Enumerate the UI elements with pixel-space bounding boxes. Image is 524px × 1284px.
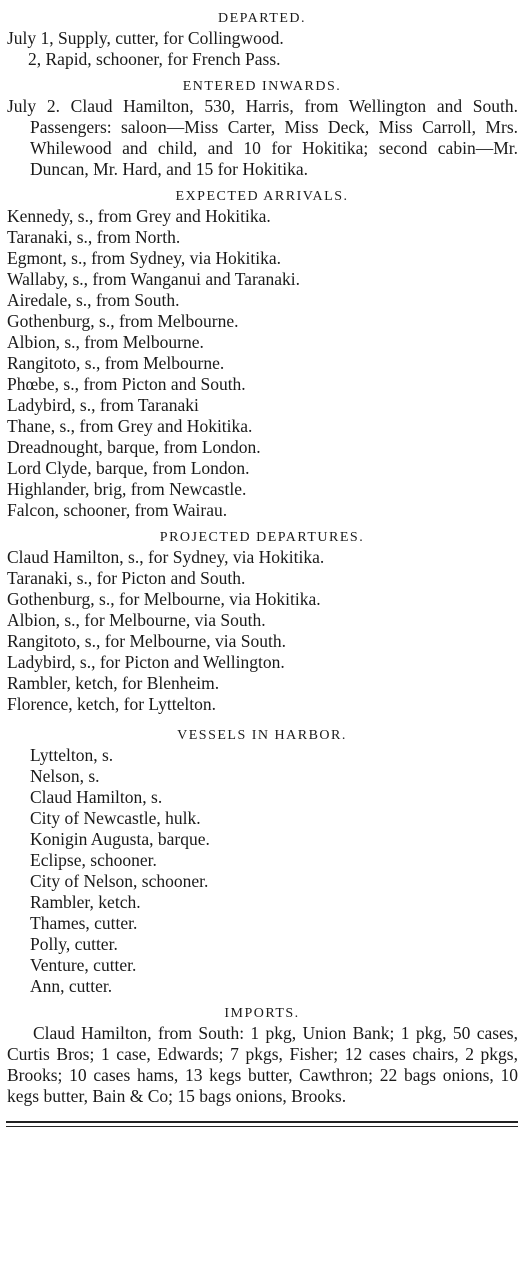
list-item: Claud Hamilton, s., for Sydney, via Hokitika. [7, 547, 325, 567]
list-item: Wallaby, s., from Wanganui and Taranaki. [7, 269, 301, 289]
list-item: Rangitoto, s., from Melbourne. [7, 353, 225, 373]
list-item: Konigin Augusta, barque. [30, 829, 210, 849]
list-item: Gothenburg, s., for Melbourne, via Hokitika. [7, 589, 321, 609]
departed-heading: DEPARTED. [218, 11, 306, 26]
list-item: Taranaki, s., for Picton and South. [7, 568, 246, 588]
list-item: Dreadnought, barque, from London. [7, 437, 261, 457]
list-item: Taranaki, s., from North. [7, 227, 181, 247]
list-item: Rangitoto, s., for Melbourne, via South. [7, 631, 287, 651]
list-item: Ann, cutter. [30, 976, 113, 996]
list-item: Ladybird, s., from Taranaki [7, 395, 199, 415]
imports-text: Claud Hamilton, from South: 1 pkg, Union Bank; 1 pkg, 50 cases, Curtis Bros; 1 case, Edwards; 7 pkgs, Fisher; 12 cases chairs, 2 pkgs, Brooks; 10 cases hams, 13 kegs butter, Cawthron; 22 bags onions, 10 kegs butter, Bain & Co; 15 bags onions, Brooks. [7, 1023, 518, 1106]
entered-inwards-section [0, 78, 524, 180]
list-item: 2, Rapid, schooner, for French Pass. [28, 49, 281, 69]
list-item: Thames, cutter. [30, 913, 138, 933]
list-item: Rambler, ketch, for Blenheim. [7, 673, 220, 693]
list-item: Polly, cutter. [30, 934, 118, 954]
list-item: Venture, cutter. [30, 955, 137, 975]
list-item: Egmont, s., from Sydney, via Hokitika. [7, 248, 281, 268]
list-item: Albion, s., for Melbourne, via South. [7, 610, 266, 630]
imports-section [0, 1005, 524, 1107]
expected-arrivals-section [0, 188, 524, 521]
list-item: Phœbe, s., from Picton and South. [7, 374, 246, 394]
list-item: Kennedy, s., from Grey and Hokitika. [7, 206, 271, 226]
list-item: Claud Hamilton, s. [30, 787, 163, 807]
projected-departures-section [0, 529, 524, 715]
list-item: Albion, s., from Melbourne. [7, 332, 204, 352]
list-item: Ladybird, s., for Picton and Wellington. [7, 652, 285, 672]
list-item: Gothenburg, s., from Melbourne. [7, 311, 239, 331]
double-rule-divider [6, 1121, 518, 1127]
expected-arrivals-list [0, 206, 524, 521]
list-item: City of Nelson, schooner. [30, 871, 209, 891]
departed-section [0, 10, 524, 70]
list-item: Nelson, s. [30, 766, 100, 786]
list-item: July 1, Supply, cutter, for Collingwood. [7, 28, 284, 48]
expected-arrivals-heading: EXPECTED ARRIVALS. [175, 189, 349, 204]
vessels-in-harbor-list [0, 745, 524, 997]
vessels-in-harbor-section [0, 727, 524, 997]
list-item: Eclipse, schooner. [30, 850, 157, 870]
entered-inwards-heading: ENTERED INWARDS. [182, 79, 342, 94]
imports-heading: IMPORTS. [224, 1006, 300, 1021]
projected-departures-list [0, 547, 524, 715]
list-item: Lord Clyde, barque, from London. [7, 458, 250, 478]
list-item: Thane, s., from Grey and Hokitika. [7, 416, 253, 436]
list-item: Lyttelton, s. [30, 745, 114, 765]
list-item: Florence, ketch, for Lyttelton. [7, 694, 216, 714]
list-item: Airedale, s., from South. [7, 290, 180, 310]
projected-departures-heading: PROJECTED DEPARTURES. [159, 530, 365, 545]
departed-list [0, 28, 524, 70]
list-item: Rambler, ketch. [30, 892, 141, 912]
list-item: Falcon, schooner, from Wairau. [7, 500, 228, 520]
list-item: Highlander, brig, from Newcastle. [7, 479, 247, 499]
list-item: City of Newcastle, hulk. [30, 808, 201, 828]
vessels-in-harbor-heading: VESSELS IN HARBOR. [177, 728, 347, 743]
entered-inwards-text: July 2. Claud Hamilton, 530, Harris, from Wellington and South. Passengers: saloon—Miss Carter, Miss Deck, Miss Carroll, Mrs. Whilewood and child, and 10 for Hokitika; second cabin—Mr. Duncan, Mr. Hard, and 15 for Hokitika. [7, 96, 518, 179]
